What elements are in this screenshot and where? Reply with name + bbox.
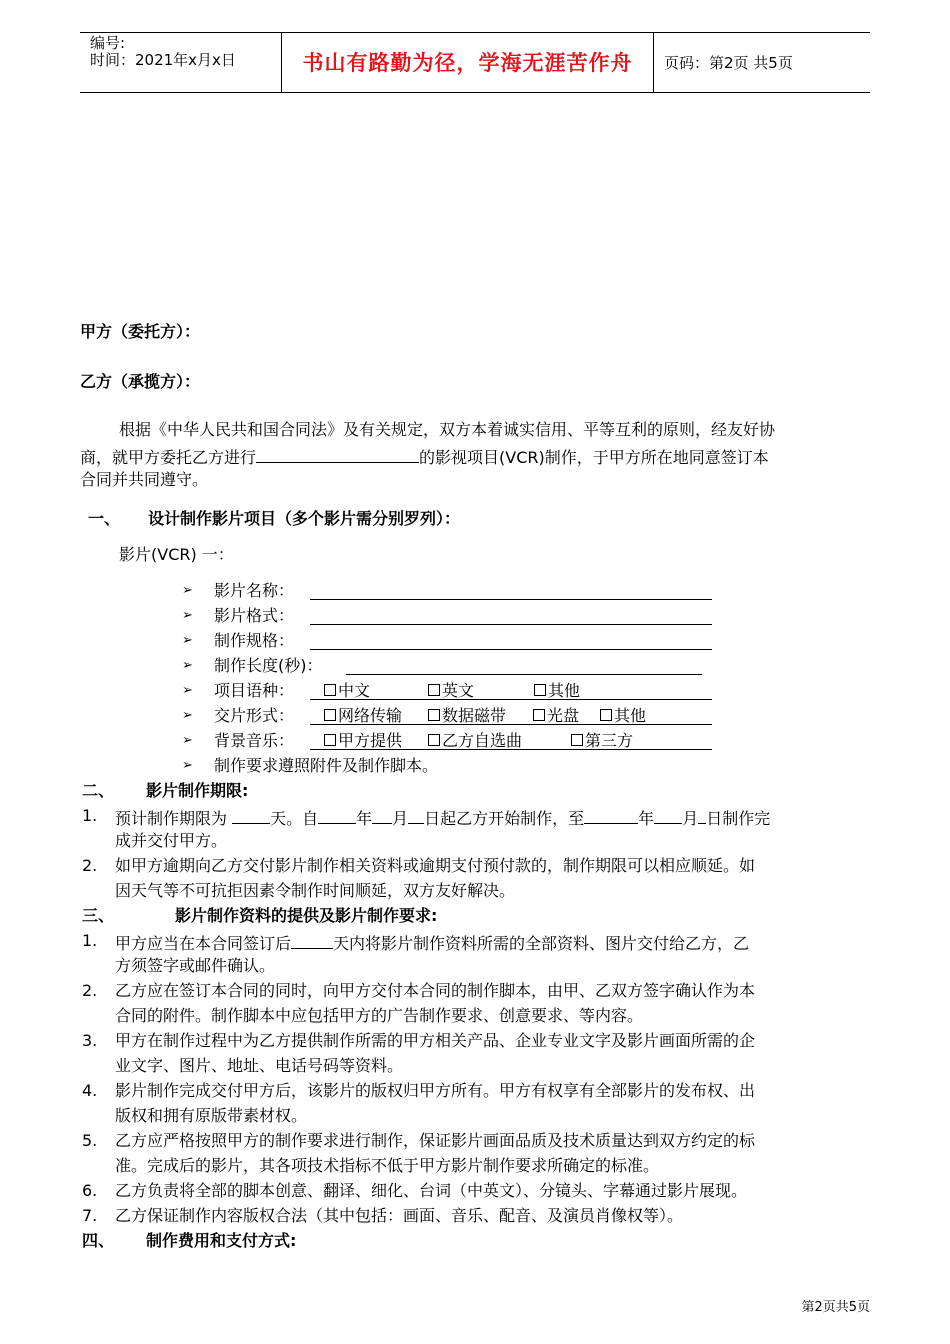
checkbox-icon[interactable]: [324, 709, 336, 721]
checkbox-icon[interactable]: [571, 734, 583, 746]
s3-item2-line-1: 乙方应在签订本合同的同时，向甲方交付本合同的制作脚本，由甲、乙双方签字确认作为本: [115, 981, 756, 1000]
item-number: 6.: [82, 1181, 98, 1200]
intro-line-2-post: 的影视项目(VCR)制作，于甲方所在地同意签订本: [419, 448, 769, 467]
s3-item3-line-2: 业文字、图片、地址、电话号码等资料。: [115, 1056, 404, 1075]
item-number: 2.: [82, 981, 98, 1000]
s3-item3-line-1: 甲方在制作过程中为乙方提供制作所需的甲方相关产品、企业专业文字及影片画面所需的企: [115, 1031, 756, 1050]
language-label: 项目语种：: [214, 681, 295, 700]
header-motto: 书山有路勤为径，学海无涯苦作舟: [302, 51, 633, 75]
s3-item6-line-1: 乙方负责将全部的脚本创意、翻译、细化、台词（中英文）、分镜头、字幕通过影片展现。: [115, 1181, 748, 1200]
arrow-bullet-icon: ➢: [182, 733, 193, 748]
delivery-option-network[interactable]: 网络传输: [324, 706, 402, 726]
field-label: 制作长度(秒)：: [214, 656, 323, 675]
delivery-option-disc[interactable]: 光盘: [533, 706, 579, 726]
language-option-other[interactable]: 其他: [534, 681, 580, 701]
header-meta: [90, 35, 236, 69]
section-4-title: 制作费用和支付方式:: [146, 1231, 297, 1250]
delivery-days-blank[interactable]: [291, 931, 333, 949]
language-option-english[interactable]: 英文: [428, 681, 474, 701]
section-4-num: 四、: [82, 1231, 115, 1250]
field-label: 制作规格：: [214, 631, 295, 650]
section-3-title: 影片制作资料的提供及影片制作要求:: [175, 906, 438, 925]
end-year-blank[interactable]: [584, 806, 638, 824]
production-note: 制作要求遵照附件及制作脚本。: [214, 756, 439, 775]
s3-item4-line-2: 版权和拥有原版带素材权。: [115, 1106, 308, 1125]
checkbox-icon[interactable]: [324, 734, 336, 746]
time-label: 时间：2021年x月x日: [90, 51, 236, 69]
page-footer: 第2页共5页: [801, 1300, 870, 1315]
language-underline: [310, 699, 712, 700]
item-number: 2.: [82, 856, 98, 875]
delivery-option-tape[interactable]: 数据磁带: [428, 706, 506, 726]
field-label: 影片名称：: [214, 581, 295, 600]
s3-item5-line-2: 准。完成后的影片，其各项技术指标不低于甲方影片制作要求所确定的标准。: [115, 1156, 660, 1175]
arrow-bullet-icon: ➢: [182, 683, 193, 698]
header-page-label: 页码：第2页 共5页: [664, 54, 793, 72]
section-1-title: 设计制作影片项目（多个影片需分别罗列）：: [148, 509, 461, 528]
film-spec-blank[interactable]: [310, 649, 712, 650]
item-number: 1.: [82, 931, 98, 950]
field-label: 影片格式：: [214, 606, 295, 625]
checkbox-icon[interactable]: [534, 684, 546, 696]
start-month-blank[interactable]: [372, 806, 392, 824]
arrow-bullet-icon: ➢: [182, 708, 193, 723]
checkbox-icon[interactable]: [428, 709, 440, 721]
music-option-party-a[interactable]: 甲方提供: [324, 731, 402, 751]
music-option-party-b[interactable]: 乙方自选曲: [428, 731, 522, 751]
section-2-num: 二、: [82, 781, 115, 800]
music-label: 背景音乐：: [214, 731, 295, 750]
end-month-blank[interactable]: [654, 806, 682, 824]
number-label: 编号:: [90, 34, 126, 52]
section-1-num: 一、: [88, 509, 121, 528]
end-day-blank[interactable]: [698, 806, 706, 824]
film-length-blank[interactable]: [346, 674, 702, 675]
item-number: 5.: [82, 1131, 98, 1150]
days-blank[interactable]: [232, 806, 270, 824]
music-option-third-party[interactable]: 第三方: [571, 731, 633, 751]
start-day-blank[interactable]: [408, 806, 424, 824]
checkbox-icon[interactable]: [428, 734, 440, 746]
film-format-blank[interactable]: [310, 624, 712, 625]
item-number: 3.: [82, 1031, 98, 1050]
delivery-option-other[interactable]: 其他: [600, 706, 646, 726]
intro-line-1: 根据《中华人民共和国合同法》及有关规定，双方本着诚实信用、平等互利的原则，经友好协: [119, 420, 776, 439]
arrow-bullet-icon: ➢: [182, 608, 193, 623]
checkbox-icon[interactable]: [428, 684, 440, 696]
checkbox-icon[interactable]: [600, 709, 612, 721]
delay-line-2: 因天气等不可抗拒因素令制作时间顺延，双方友好解决。: [115, 881, 516, 900]
delay-line-1: 如甲方逾期向乙方交付影片制作相关资料或逾期支付预付款的，制作期限可以相应顺延。如: [115, 856, 756, 875]
section-3-num: 三、: [82, 906, 115, 925]
arrow-bullet-icon: ➢: [182, 633, 193, 648]
period-line-2: 成并交付甲方。: [115, 831, 228, 850]
s3-item1-line-2: 方须签字或邮件确认。: [115, 956, 276, 975]
s3-item4-line-1: 影片制作完成交付甲方后，该影片的版权归甲方所有。甲方有权享有全部影片的发布权、出: [115, 1081, 756, 1100]
intro-line-2-pre: 商，就甲方委托乙方进行: [80, 448, 257, 467]
project-blank[interactable]: [256, 445, 419, 463]
arrow-bullet-icon: ➢: [182, 658, 193, 673]
page-header: [80, 32, 870, 93]
checkbox-icon[interactable]: [533, 709, 545, 721]
item-number: 4.: [82, 1081, 98, 1100]
section-2-title: 影片制作期限:: [146, 781, 249, 800]
s3-item1-line-1: 甲方应当在本合同签订后 天内将影片制作资料所需的全部资料、图片交付给乙方，乙: [115, 931, 749, 954]
party-b-label: 乙方（承揽方）：: [80, 372, 201, 391]
arrow-bullet-icon: ➢: [182, 758, 193, 773]
language-option-chinese[interactable]: 中文: [324, 681, 370, 701]
intro-line-2: [80, 445, 769, 468]
header-divider: [653, 33, 654, 92]
start-year-blank[interactable]: [318, 806, 356, 824]
film-label: 影片(VCR) 一：: [119, 545, 234, 564]
s3-item7-line-1: 乙方保证制作内容版权合法（其中包括：画面、音乐、配音、及演员肖像权等）。: [115, 1206, 684, 1225]
checkbox-icon[interactable]: [324, 684, 336, 696]
party-a-label: 甲方（委托方）：: [80, 322, 201, 341]
s3-item5-line-1: 乙方应严格按照甲方的制作要求进行制作，保证影片画面品质及技术质量达到双方约定的标: [115, 1131, 756, 1150]
intro-line-3: 合同并共同遵守。: [80, 470, 209, 489]
film-name-blank[interactable]: [310, 599, 712, 600]
item-number: 1.: [82, 806, 98, 825]
s3-item2-line-2: 合同的附件。制作脚本中应包括甲方的广告制作要求、创意要求、等内容。: [115, 1006, 644, 1025]
delivery-label: 交片形式：: [214, 706, 295, 725]
item-number: 7.: [82, 1206, 98, 1225]
period-line-1: 预计制作期限为 天。自 年 月 日起乙方开始制作，至 年 月 日制作完: [115, 806, 770, 829]
arrow-bullet-icon: ➢: [182, 583, 193, 598]
